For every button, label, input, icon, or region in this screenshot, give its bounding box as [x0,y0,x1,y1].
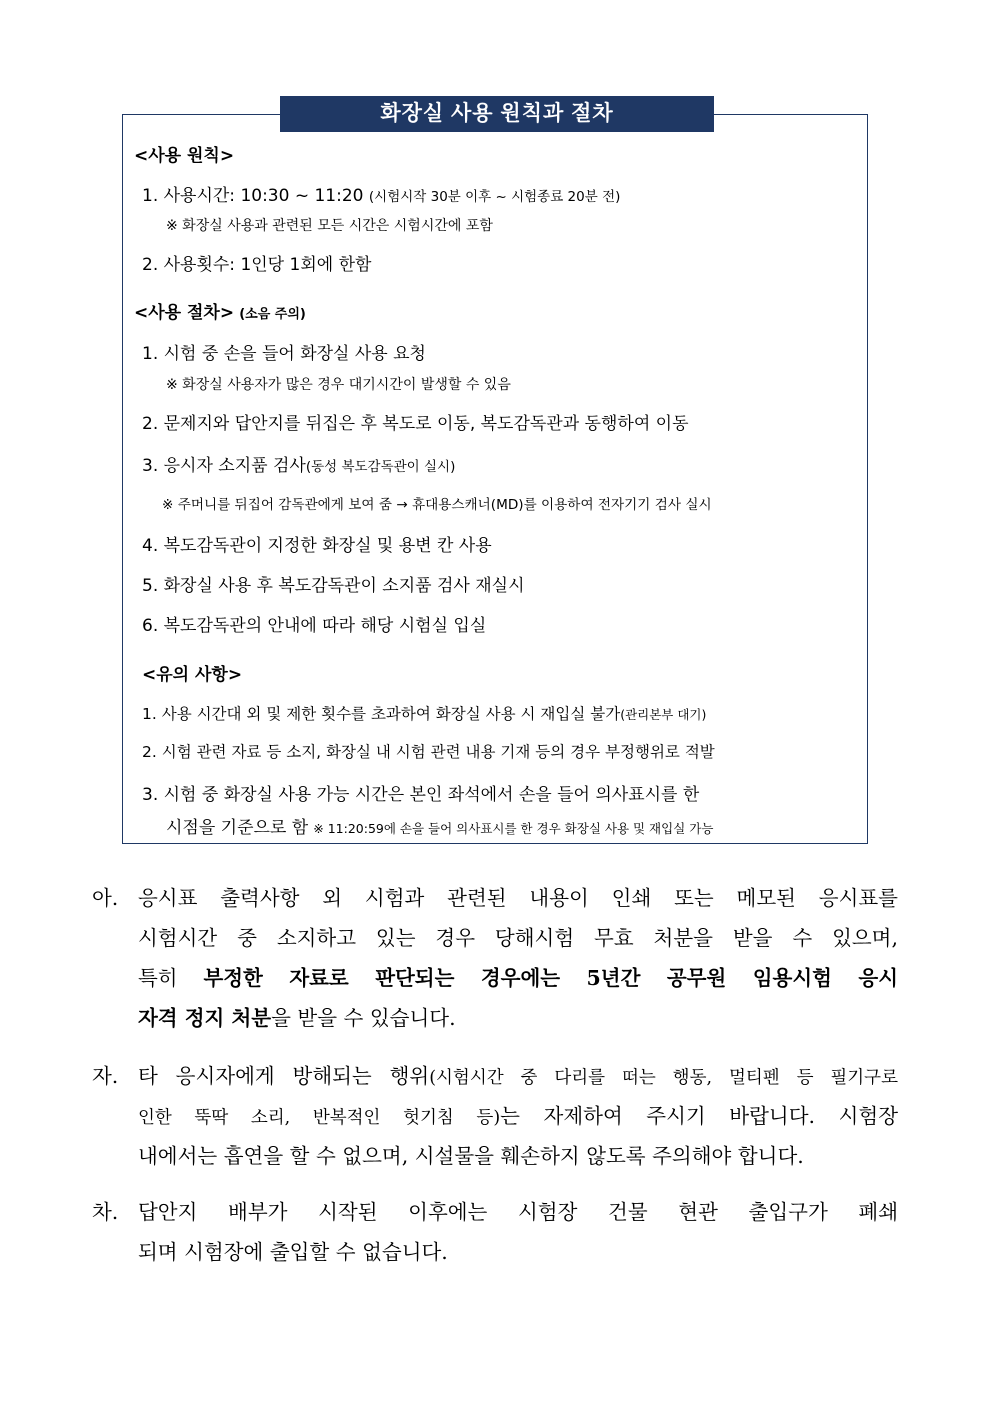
paragraph-a-line-1: 응시표 출력사항 외 시험과 관련된 내용이 인쇄 또는 메모된 응시표를 [138,886,898,910]
cautions-item-1-label: 1. 사용 시간대 외 및 제한 횟수를 초과하여 화장실 사용 시 재입실 불가 [142,705,621,723]
paragraph-a-line-3-prefix: 특히 [138,966,204,990]
principles-item-1 [142,181,620,206]
paragraph-ja [92,1056,898,1176]
procedure-item-3-detail: (동성 복도감독관이 실시) [305,459,456,475]
paragraph-ja-line-2-suffix: 는 자제하여 주시기 바랍니다. 시험장 [500,1104,898,1128]
paragraph-ja-line-1 [138,1056,898,1098]
box-title: 화장실 사용 원칙과 절차 [280,96,714,132]
procedure-item-6: 6. 복도감독관의 안내에 따라 해당 시험실 입실 [142,616,487,636]
principles-item-2: 2. 사용횟수: 1인당 1회에 한함 [142,255,372,275]
procedure-item-3-note: ※ 주머니를 뒤집어 감독관에게 보여 줌 → 휴대용스캐너(MD)를 이용하여 전자기기 검사 실시 [162,497,712,513]
paragraph-cha [92,1192,898,1272]
paragraph-a-line-4-suffix: 을 받을 수 있습니다. [271,1006,456,1030]
cautions-item-3-line-1: 3. 시험 중 화장실 사용 가능 시간은 본인 좌석에서 손을 들어 의사표시를 한 [142,785,700,805]
procedure-item-4: 4. 복도감독관이 지정한 화장실 및 용변 칸 사용 [142,536,492,556]
cautions-item-3-note: ※ 11:20:59에 손을 들어 의사표시를 한 경우 화장실 사용 및 재입실 가능 [313,821,714,836]
paragraph-a-line-3-bold: 부정한 자료로 판단되는 경우에는 5년간 공무원 임용시험 응시 [203,966,899,990]
procedure-item-3-label: 3. 응시자 소지품 검사 [142,456,306,476]
procedure-heading-note: (소음 주의) [239,307,306,322]
paragraph-cha-line-2: 되며 시험장에 출입할 수 없습니다. [138,1240,448,1264]
procedure-heading-line [134,298,306,323]
paragraph-a-line-4-bold: 자격 정지 처분 [138,1006,272,1030]
cautions-heading: <유의 사항> [142,665,243,685]
paragraph-ja-line-2 [138,1096,898,1138]
paragraph-ja-line-1-prefix: 타 응시자에게 방해되는 행위 [138,1064,430,1088]
paragraph-a-marker: 아. [92,886,119,910]
principles-item-1-detail: (시험시작 30분 이후 ~ 시험종료 20분 전) [368,189,621,205]
paragraph-ja-line-2-small: 인한 뚝딱 소리, 반복적인 헛기침 등) [138,1108,501,1128]
procedure-item-5: 5. 화장실 사용 후 복도감독관이 소지품 검사 재실시 [142,576,525,596]
cautions-item-1-detail: (관리본부 대기) [620,707,707,722]
paragraph-cha-marker: 차. [92,1200,119,1224]
procedure-item-1: 1. 시험 중 손을 들어 화장실 사용 요청 [142,344,426,364]
principles-item-1-note: ※ 화장실 사용과 관련된 모든 시간은 시험시간에 포함 [166,218,493,234]
paragraph-a-line-4 [138,998,898,1038]
cautions-item-1 [142,702,706,724]
principles-heading: <사용 원칙> [134,146,235,166]
paragraph-ja-line-3: 내에서는 흡연을 할 수 없으며, 시설물을 훼손하지 않도록 주의해야 합니다. [138,1144,804,1168]
procedure-item-3 [142,451,455,476]
principles-item-1-label: 1. 사용시간: 10:30 ~ 11:20 [142,186,364,206]
procedure-item-2: 2. 문제지와 답안지를 뒤집은 후 복도로 이동, 복도감독관과 동행하여 이동 [142,414,689,434]
cautions-item-3-line-2 [166,813,713,838]
paragraph-ja-line-1-small: (시험시간 중 다리를 떠는 행동, 멀티펜 등 필기구로 [429,1068,898,1088]
procedure-item-1-note: ※ 화장실 사용자가 많은 경우 대기시간이 발생할 수 있음 [166,377,511,393]
paragraph-a-line-3 [138,958,898,998]
paragraph-a-line-2: 시험시간 중 소지하고 있는 경우 당해시험 무효 처분을 받을 수 있으며, [138,926,898,950]
procedure-heading: <사용 절차> [134,303,235,323]
paragraph-a [92,878,898,1038]
cautions-item-2: 2. 시험 관련 자료 등 소지, 화장실 내 시험 관련 내용 기재 등의 경우 부정행위로 적발 [142,743,715,761]
paragraph-ja-marker: 자. [92,1064,119,1088]
cautions-item-3-text: 시점을 기준으로 함 [166,818,309,838]
paragraph-cha-line-1: 답안지 배부가 시작된 이후에는 시험장 건물 현관 출입구가 폐쇄 [138,1200,898,1224]
